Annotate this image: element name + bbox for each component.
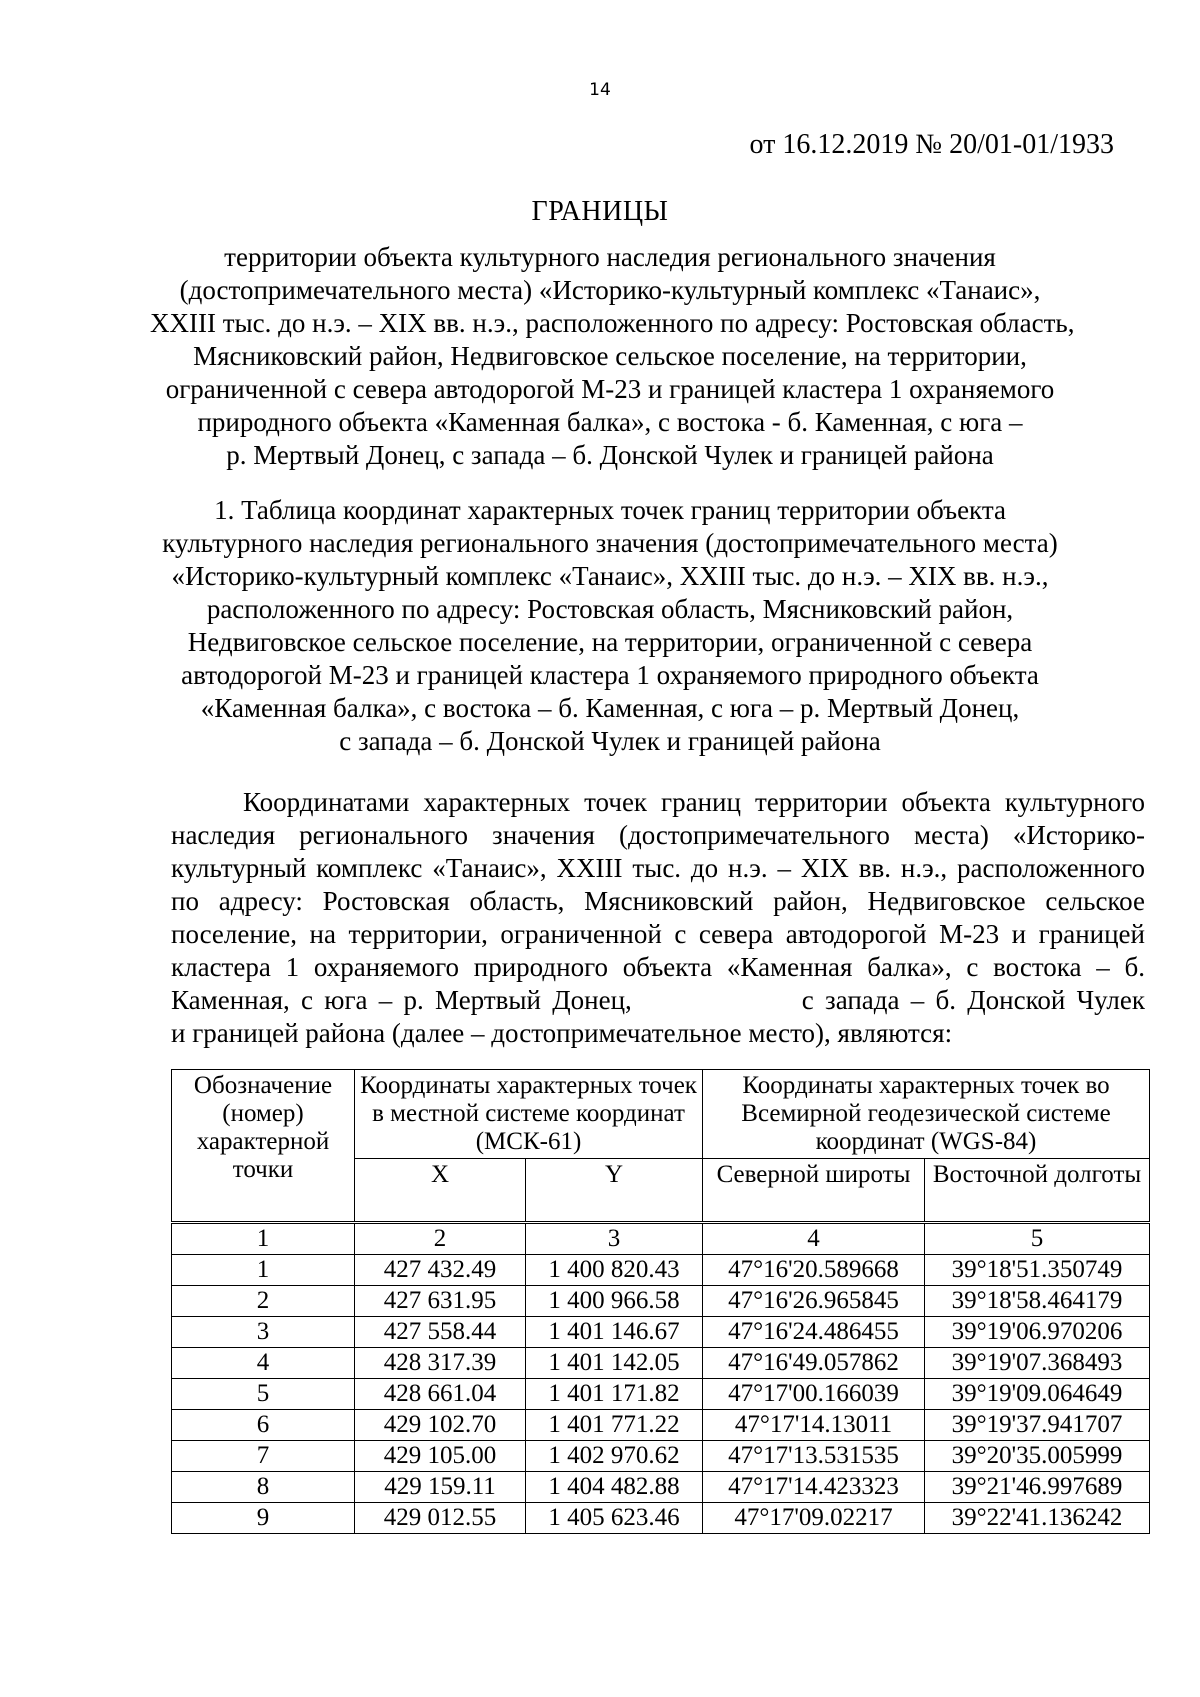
intro-paragraph [171, 786, 1145, 1050]
subtitle-line: XXIII тыс. до н.э. – XIX вв. н.э., расположенного по адресу: Ростовская область, [150, 308, 1075, 338]
table-title-line: Недвиговское сельское поселение, на территории, ограниченной с севера [187, 627, 1033, 657]
msk-x-cell: 427 558.44 [355, 1317, 526, 1348]
wgs-north-latitude-cell: 47°17'14.13011 [703, 1410, 925, 1441]
column-number: 4 [703, 1223, 925, 1255]
coordinates-table [171, 1069, 1150, 1534]
wgs-east-longitude-cell: 39°19'07.368493 [925, 1348, 1150, 1379]
intro-line: Координатами характерных точек границ территории объекта культурного [243, 787, 1145, 817]
point-number-cell: 8 [172, 1472, 355, 1503]
intro-line: наследия регионального значения (достопримечательного места) «Историко- [171, 820, 1145, 850]
msk-x-cell: 427 631.95 [355, 1286, 526, 1317]
table-row [172, 1255, 1150, 1286]
table-title [150, 494, 1070, 758]
coordinates-table-body [172, 1255, 1150, 1534]
msk-x-cell: 429 012.55 [355, 1503, 526, 1534]
table-title-line: автодорогой М-23 и границей кластера 1 охраняемого природного объекта [181, 660, 1039, 690]
intro-line-part: с запада – б. Донской Чулек [801, 985, 1146, 1015]
msk-x-cell: 429 105.00 [355, 1441, 526, 1472]
table-row [172, 1410, 1150, 1441]
wgs-north-latitude-cell: 47°17'13.531535 [703, 1441, 925, 1472]
msk-y-cell: 1 402 970.62 [526, 1441, 703, 1472]
wgs-north-latitude-cell: 47°16'49.057862 [703, 1348, 925, 1379]
table-row [172, 1379, 1150, 1410]
table-row [172, 1472, 1150, 1503]
intro-line: по адресу: Ростовская область, Мясниковский район, Недвиговское сельское [171, 886, 1145, 916]
header-wgs-coordinates: Координаты характерных точек во Всемирной геодезической системе координат (WGS-84) [703, 1070, 1150, 1159]
column-number: 2 [355, 1223, 526, 1255]
wgs-north-latitude-cell: 47°17'00.166039 [703, 1379, 925, 1410]
table-title-line: 1. Таблица координат характерных точек границ территории объекта [214, 495, 1006, 525]
header-y: Y [526, 1159, 703, 1223]
document-reference: от 16.12.2019 № 20/01-01/1933 [749, 129, 1114, 160]
point-number-cell: 3 [172, 1317, 355, 1348]
intro-line-part: Каменная, с юга – р. Мертвый Донец, [171, 985, 632, 1015]
subtitle-line: р. Мертвый Донец, с запада – б. Донской Чулек и границей района [226, 440, 994, 470]
table-title-line: культурного наследия регионального значения (достопримечательного места) [162, 528, 1058, 558]
header-north-latitude: Северной широты [703, 1159, 925, 1223]
msk-y-cell: 1 401 771.22 [526, 1410, 703, 1441]
wgs-east-longitude-cell: 39°21'46.997689 [925, 1472, 1150, 1503]
table-row [172, 1441, 1150, 1472]
point-number-cell: 4 [172, 1348, 355, 1379]
wgs-east-longitude-cell: 39°22'41.136242 [925, 1503, 1150, 1534]
msk-y-cell: 1 405 623.46 [526, 1503, 703, 1534]
wgs-east-longitude-cell: 39°18'51.350749 [925, 1255, 1150, 1286]
point-number-cell: 2 [172, 1286, 355, 1317]
wgs-east-longitude-cell: 39°19'09.064649 [925, 1379, 1150, 1410]
msk-y-cell: 1 401 142.05 [526, 1348, 703, 1379]
msk-x-cell: 428 661.04 [355, 1379, 526, 1410]
column-number: 3 [526, 1223, 703, 1255]
table-row [172, 1317, 1150, 1348]
msk-x-cell: 428 317.39 [355, 1348, 526, 1379]
point-number-cell: 9 [172, 1503, 355, 1534]
wgs-east-longitude-cell: 39°20'35.005999 [925, 1441, 1150, 1472]
intro-line-split [171, 984, 1145, 1017]
point-number-cell: 6 [172, 1410, 355, 1441]
msk-y-cell: 1 401 171.82 [526, 1379, 703, 1410]
page-number: 14 [589, 80, 611, 100]
subtitle-line: территории объекта культурного наследия регионального значения [224, 242, 996, 272]
table-title-line: с запада – б. Донской Чулек и границей района [339, 726, 881, 756]
subtitle-line: природного объекта «Каменная балка», с востока - б. Каменная, с юга – [197, 407, 1023, 437]
wgs-north-latitude-cell: 47°17'09.02217 [703, 1503, 925, 1534]
msk-y-cell: 1 401 146.67 [526, 1317, 703, 1348]
point-number-cell: 7 [172, 1441, 355, 1472]
wgs-north-latitude-cell: 47°16'20.589668 [703, 1255, 925, 1286]
subtitle-line: ограниченной с севера автодорогой М-23 и границей кластера 1 охраняемого [165, 374, 1055, 404]
table-row [172, 1286, 1150, 1317]
intro-line: поселение, на территории, ограниченной с севера автодорогой М-23 и границей [171, 919, 1145, 949]
heading-subtitle [150, 241, 1075, 472]
header-local-coordinates: Координаты характерных точек в местной системе координат (МСК-61) [355, 1070, 703, 1159]
wgs-north-latitude-cell: 47°16'26.965845 [703, 1286, 925, 1317]
msk-y-cell: 1 400 820.43 [526, 1255, 703, 1286]
document-heading: ГРАНИЦЫ [531, 196, 669, 227]
column-number: 5 [925, 1223, 1150, 1255]
table-title-line: «Каменная балка», с востока – б. Каменная, с юга – р. Мертвый Донец, [200, 693, 1020, 723]
subtitle-line: Мясниковский район, Недвиговское сельское поселение, на территории, [193, 341, 1027, 371]
wgs-east-longitude-cell: 39°19'37.941707 [925, 1410, 1150, 1441]
subtitle-line: (достопримечательного места) «Историко-культурный комплекс «Танаис», [179, 275, 1041, 305]
table-title-line: «Историко-культурный комплекс «Танаис», XXIII тыс. до н.э. – XIX вв. н.э., [171, 561, 1049, 591]
wgs-east-longitude-cell: 39°19'06.970206 [925, 1317, 1150, 1348]
intro-line: культурный комплекс «Танаис», XXIII тыс. до н.э. – XIX вв. н.э., расположенного [171, 853, 1145, 883]
point-number-cell: 1 [172, 1255, 355, 1286]
msk-y-cell: 1 404 482.88 [526, 1472, 703, 1503]
msk-x-cell: 427 432.49 [355, 1255, 526, 1286]
column-number: 1 [172, 1223, 355, 1255]
wgs-north-latitude-cell: 47°16'24.486455 [703, 1317, 925, 1348]
header-designation: Обозначение (номер) характерной точки [172, 1070, 355, 1223]
header-east-longitude: Восточной долготы [925, 1159, 1150, 1223]
table-row [172, 1348, 1150, 1379]
table-title-line: расположенного по адресу: Ростовская область, Мясниковский район, [206, 594, 1014, 624]
wgs-east-longitude-cell: 39°18'58.464179 [925, 1286, 1150, 1317]
table-row [172, 1503, 1150, 1534]
column-number-row [172, 1223, 1150, 1255]
header-x: X [355, 1159, 526, 1223]
msk-y-cell: 1 400 966.58 [526, 1286, 703, 1317]
point-number-cell: 5 [172, 1379, 355, 1410]
msk-x-cell: 429 102.70 [355, 1410, 526, 1441]
intro-line: и границей района (далее – достопримечательное место), являются: [171, 1018, 953, 1048]
msk-x-cell: 429 159.11 [355, 1472, 526, 1503]
intro-line: кластера 1 охраняемого природного объекта «Каменная балка», с востока – б. [171, 952, 1145, 982]
wgs-north-latitude-cell: 47°17'14.423323 [703, 1472, 925, 1503]
